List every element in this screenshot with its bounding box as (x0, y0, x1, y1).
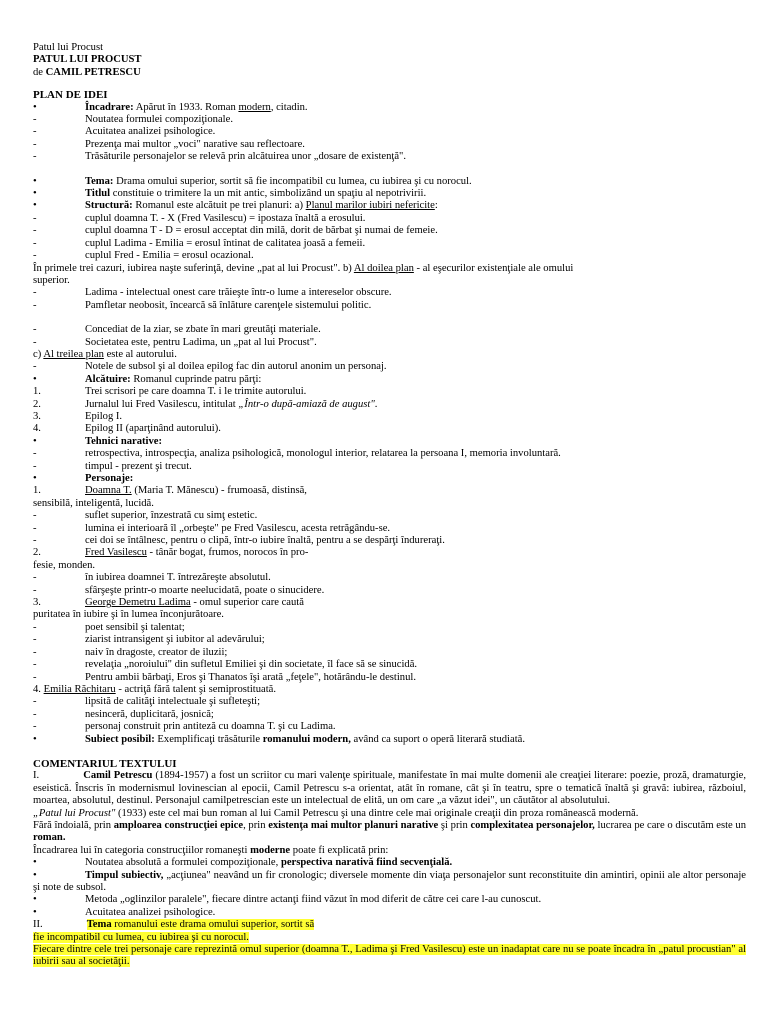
paragraph-line: sensibilă, inteligentă, lucidă. (33, 497, 154, 509)
paragraph-line: În primele trei cazuri, iubirea naşte suferinţă, devine „pat al lui Procust". b) Al doilea plan - al eşecurilor existenţiale ale omului (33, 262, 574, 274)
list-item: 2. Fred Vasilescu - tânăr bogat, frumos, norocos în pro- (33, 547, 309, 559)
list-item: - sfârşeşte printr-o moarte neelucidată, poate o sinucidere. (33, 584, 325, 596)
list-item: • Acuitatea analizei psihologice. (33, 906, 216, 918)
paragraph-line: II. Tema romanului este drama omului superior, sortit să (33, 919, 315, 931)
list-item: - naiv în dragoste, creator de iluzii; (33, 646, 228, 658)
list-item: - Prezenţa mai multor „voci" narative sau reflectoare. (33, 138, 305, 150)
list-item: 3. Epilog I. (33, 410, 123, 422)
list-item: - nesinceră, duplicitară, josnică; (33, 708, 214, 720)
list-item: • Titlul constituie o trimitere la un mit antic, simbolizând un spaţiu al nepotrivirii. (33, 188, 427, 200)
section-heading-comentariu: COMENTARIUL TEXTULUI (33, 757, 177, 770)
list-item: - în iubirea doamnei T. întrezăreşte absolutul. (33, 572, 271, 584)
list-item: • Noutatea absolută a formulei compoziţionale, perspectiva narativă fiind secvenţială. (33, 857, 453, 869)
list-item: • Tehnici narative: (33, 435, 163, 447)
list-item: 1. Doamna T. (Maria T. Mănescu) - frumoasă, distinsă, (33, 485, 307, 497)
doc-author-line: de CAMIL PETRESCU (33, 66, 141, 78)
list-item: 4. Epilog II (aparţinând autorului). (33, 423, 221, 435)
paragraph-line: c) Al treilea plan este al autorului. (33, 348, 177, 360)
list-item: • Alcătuire: Romanul cuprinde patru părţi: (33, 373, 262, 385)
list-item: • Structură: Romanul este alcătuit pe trei planuri: a) Planul marilor iubiri nefericite: (33, 200, 438, 212)
doc-header-line: Patul lui Procust (33, 42, 104, 53)
paragraph-line: fesie, monden. (33, 559, 96, 571)
paragraph-line: fie incompatibil cu lumea, cu iubirea şi cu norocul. (33, 931, 249, 943)
list-item: 2. Jurnalul lui Fred Vasilescu, intitulat „Într-o după-amiază de august". (33, 398, 378, 410)
list-item: - Societatea este, pentru Ladima, un „pat al lui Procust". (33, 336, 317, 348)
list-item: - Trăsăturile personajelor se relevă prin alcătuirea unor „dosare de existenţă". (33, 151, 407, 163)
list-item: - Pamfletar neobosit, încearcă să înlăture carenţele sistemului politic. (33, 299, 372, 311)
list-item: - suflet superior, înzestrată cu simţ estetic. (33, 510, 258, 522)
paragraph-line: puritatea în iubire şi în lumea înconjurătoare. (33, 609, 224, 621)
list-item: - cuplul doamna T. - X (Fred Vasilescu) = ipostaza înaltă a erosului. (33, 212, 366, 224)
list-item: • Încadrare: Apărut în 1933. Roman modern, citadin. (33, 101, 308, 113)
list-item: - Acuitatea analizei psihologice. (33, 126, 216, 138)
paragraph-line: superior. (33, 274, 70, 286)
list-item: 1. Trei scrisori pe care doamna T. i le trimite autorului. (33, 386, 307, 398)
list-item: - timpul - prezent şi trecut. (33, 460, 192, 472)
list-item: - revelaţia „noroiului" din sufletul Emiliei şi din societate, îl face să se sinucidă. (33, 659, 418, 671)
list-item: - retrospectiva, introspecţia, analiza psihologică, monologul interior, relatarea la persoana I, memoria involuntară. (33, 448, 561, 460)
doc-title: PATUL LUI PROCUST (33, 54, 142, 66)
paragraph: I. Camil Petrescu (1894-1957) a fost un scriitor cu mari valenţe spirituale, manifestate în mai multe domenii ale creaţiei literare: poezie, proză, dramaturgie, eseistică. Înscris în modernismul lovinescian al epocii, Camil Petrescu s-a orientat, atât în romane, cât şi în teatru, spre o tematică înaltă şi gravă: iubirea, războiul, moartea, absolutul, destinul. Personajul camilpetrescian este un intelectual de elită, un om care „a văzut idei", un căutător al absolutului. (33, 770, 747, 807)
list-item: - Pentru ambii bărbaţi, Eros şi Thanatos îşi arată „feţele", hotărându-le destinul. (33, 671, 416, 683)
list-item: - lipsită de calităţi intelectuale şi sufleteşti; (33, 696, 261, 708)
list-item: - cuplul doamna T - D = erosul acceptat din milă, dorit de bărbat şi numai de femeie. (33, 225, 438, 237)
paragraph: Fără îndoială, prin amploarea construcţiei epice, prin existenţa mai multor planuri narative şi prin complexitatea personajelor, lucrarea pe care o discutăm este un roman. (33, 819, 747, 844)
paragraph-line: 4. Emilia Răchitaru - actriţă fără talent şi semiprostituată. (33, 683, 277, 695)
list-item: • Metoda „oglinzilor paralele", fiecare dintre actanţi fiind văzut în mod diferit de către cei care l-au cunoscut. (33, 894, 542, 906)
list-item: - cuplul Fred - Emilia = erosul ocazional. (33, 250, 254, 262)
list-item: - Notele de subsol şi al doilea epilog fac din autorul anonim un personaj. (33, 361, 387, 373)
list-item: - personaj construit prin antiteză cu doamna T. şi cu Ladima. (33, 721, 336, 733)
list-item: - Concediat de la ziar, se zbate în mari greutăţi materiale. (33, 324, 321, 336)
list-item: - ziarist intransigent şi iubitor al adevărului; (33, 634, 265, 646)
list-item: 3. George Demetru Ladima - omul superior care caută (33, 597, 304, 609)
list-item: • Subiect posibil: Exemplificaţi trăsăturile romanului modern, având ca suport o operă literară studiată. (33, 733, 525, 745)
list-item: - poet sensibil şi talentat; (33, 621, 185, 633)
list-item: • Tema: Drama omului superior, sortit să fie incompatibil cu lumea, cu iubirea şi cu norocul. (33, 175, 472, 187)
paragraph: „Patul lui Procust" (1933) este cel mai bun roman al lui Camil Petrescu şi una dintre cele mai originale creaţii din proza românească modernă. (33, 807, 639, 819)
paragraph: Fiecare dintre cele trei personaje care reprezintă omul superior (doamna T., Ladima şi Fred Vasilescu) este un inadaptat care nu se poate încadra în „patul procustian" al iubirii sau al societăţii. (33, 944, 746, 968)
list-item: - lumina ei interioară îl „orbeşte" pe Fred Vasilescu, acesta retrăgându-se. (33, 522, 391, 534)
list-item: • Timpul subiectiv, „acţiunea" neavând un fir cronologic; diversele momente din viaţa personajelor sunt reconstituite din amintiri, opinii ale altor personaje şi note de subsol. (33, 869, 747, 893)
section-heading-plan: PLAN DE IDEI (33, 89, 108, 102)
list-item: - Noutatea formulei compoziţionale. (33, 114, 233, 126)
list-item: - cuplul Ladima - Emilia = erosul întinat de calitatea joasă a femeii. (33, 237, 366, 249)
list-item: • Personaje: (33, 473, 134, 484)
list-item: - Ladima - intelectual onest care trăieşte într-o lume a intereselor obscure. (33, 287, 392, 299)
list-item: - cei doi se întâlnesc, pentru o clipă, într-o iubire înaltă, pentru a se despărţi îndureraţi. (33, 535, 445, 547)
paragraph-line: Încadrarea lui în categoria construcţiilor romaneşti moderne poate fi explicată prin: (33, 844, 389, 856)
